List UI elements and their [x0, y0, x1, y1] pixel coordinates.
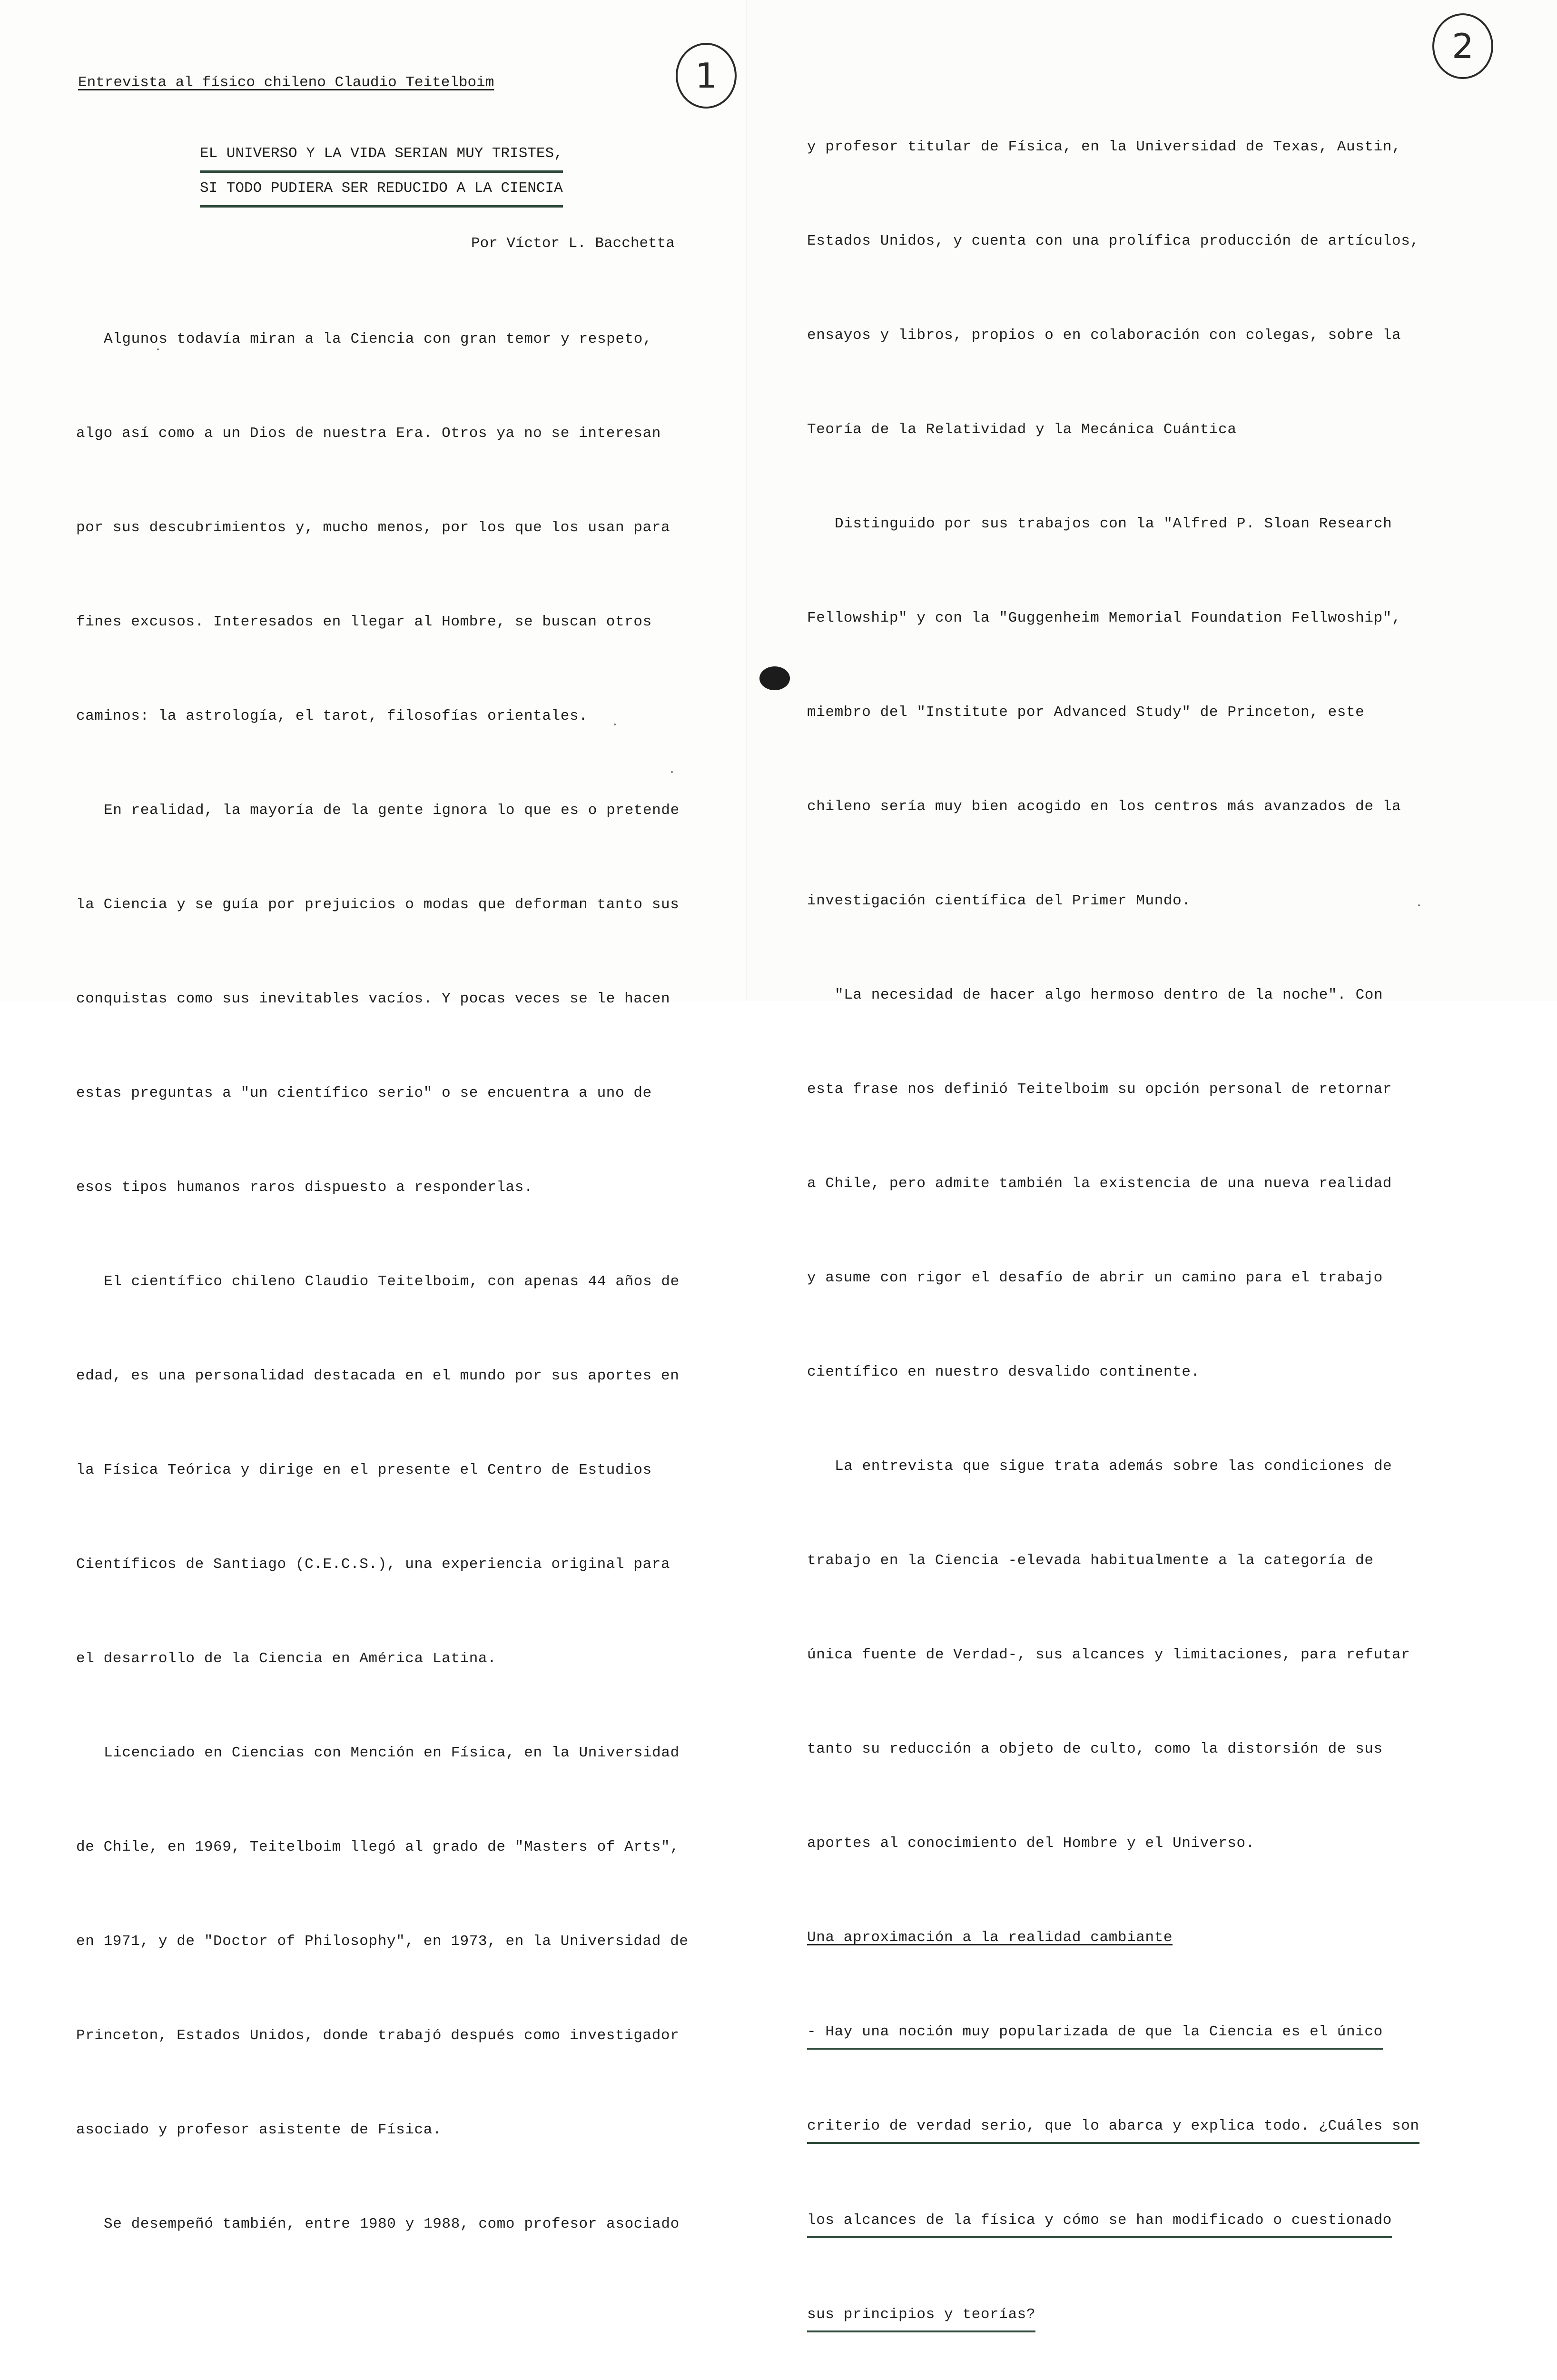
text-line: esos tipos humanos raros dispuesto a responderlas.	[76, 1179, 533, 1196]
question-line	[807, 2111, 1419, 2142]
ink-dot-marker	[759, 666, 790, 690]
text-line: científico en nuestro desvalido continente.	[807, 1364, 1200, 1380]
text-line: "La necesidad de hacer algo hermoso dentro de la noche". Con	[835, 987, 1383, 1003]
question-line	[807, 2205, 1419, 2236]
headline-line: SI TODO PUDIERA SER REDUCIDO A LA CIENCIA	[200, 173, 563, 208]
question-text: sus principios y teorías?	[807, 2299, 1035, 2332]
text-line: Estados Unidos, y cuenta con una prolífica producción de artículos,	[807, 233, 1419, 249]
paper-speck	[157, 348, 159, 350]
page-number: 1	[695, 56, 717, 96]
question-text: los alcances de la física y cómo se han modificado o cuestionado	[807, 2205, 1392, 2238]
text-line: y profesor titular de Física, en la Universidad de Texas, Austin,	[807, 139, 1401, 155]
question-text: - Hay una noción muy popularizada de que la Ciencia es el único	[807, 2016, 1383, 2050]
section-subhead: Una aproximación a la realidad cambiante	[807, 1929, 1173, 1946]
text-line: Licenciado en Ciencias con Mención en Física, en la Universidad	[104, 1745, 680, 1761]
text-line: la Ciencia y se guía por prejuicios o modas que deforman tanto sus	[76, 896, 680, 913]
text-line: y asume con rigor el desafío de abrir un camino para el trabajo	[807, 1269, 1383, 1286]
text-line: aportes al conocimiento del Hombre y el Universo.	[807, 1835, 1255, 1852]
question-text: criterio de verdad serio, que lo abarca y explica todo. ¿Cuáles son	[807, 2111, 1419, 2144]
paper-speck	[1418, 904, 1420, 906]
text-line: caminos: la astrología, el tarot, filosofías orientales.	[76, 708, 588, 724]
text-line: estas preguntas a "un científico serio" o se encuentra a uno de	[76, 1085, 652, 1101]
text-line: algo así como a un Dios de nuestra Era. Otros ya no se interesan	[76, 425, 661, 442]
page-left	[0, 0, 747, 2232]
paper-speck	[614, 724, 616, 725]
text-line: fines excusos. Interesados en llegar al Hombre, se buscan otros	[76, 614, 652, 630]
text-line: chileno sería muy bien acogido en los centros más avanzados de la	[807, 798, 1401, 815]
text-line: El científico chileno Claudio Teitelboim, con apenas 44 años de	[104, 1273, 680, 1290]
text-line: la Física Teórica y dirige en el presente el Centro de Estudios	[76, 1462, 652, 1478]
text-line: Científicos de Santiago (C.E.C.S.), una experiencia original para	[76, 1556, 670, 1573]
text-line: Fellowship" y con la "Guggenheim Memorial Foundation Fellwoship",	[807, 610, 1401, 626]
question-line	[807, 2299, 1419, 2330]
text-line: a Chile, pero admite también la existencia de una nueva realidad	[807, 1175, 1392, 1192]
text-line: por sus descubrimientos y, mucho menos, por los que los usan para	[76, 519, 670, 536]
text-line: de Chile, en 1969, Teitelboim llegó al grado de "Masters of Arts",	[76, 1839, 680, 1855]
text-line: miembro del "Institute por Advanced Study" de Princeton, este	[807, 704, 1365, 721]
text-line: edad, es una personalidad destacada en el mundo por sus aportes en	[76, 1368, 680, 1384]
page-number: 2	[1452, 26, 1474, 66]
text-line: única fuente de Verdad-, sus alcances y limitaciones, para refutar	[807, 1646, 1410, 1663]
text-line: en 1971, y de "Doctor of Philosophy", en 1973, en la Universidad de	[76, 1933, 689, 1950]
text-line: Teoría de la Relatividad y la Mecánica Cuántica	[807, 421, 1237, 438]
text-line: tanto su reducción a objeto de culto, como la distorsión de sus	[807, 1741, 1383, 1757]
text-line: conquistas como sus inevitables vacíos. Y pocas veces se le hacen	[76, 991, 670, 1007]
question-line	[807, 2016, 1419, 2048]
text-line: En realidad, la mayoría de la gente ignora lo que es o pretende	[104, 802, 680, 819]
section-subhead-line	[807, 1922, 1419, 1954]
body-text-right	[807, 69, 1419, 2380]
text-line: La entrevista que sigue trata además sobre las condiciones de	[835, 1458, 1392, 1475]
page-right	[747, 0, 1557, 2323]
byline: Por Víctor L. Bacchetta	[471, 235, 675, 252]
text-line: Se desempeñó también, entre 1980 y 1988, como profesor asociado	[104, 2216, 680, 2232]
page-number-circle	[1432, 13, 1493, 79]
headline-line: EL UNIVERSO Y LA VIDA SERIAN MUY TRISTES,	[200, 138, 563, 173]
text-line: investigación científica del Primer Mundo.	[807, 892, 1191, 909]
paper-speck	[671, 771, 673, 773]
text-line: Algunos todavía miran a la Ciencia con gran temor y respeto,	[104, 331, 652, 347]
text-line: ensayos y libros, propios o en colaboración con colegas, sobre la	[807, 327, 1401, 344]
text-line: Princeton, Estados Unidos, donde trabajó después como investigador	[76, 2027, 680, 2044]
text-line: trabajo en la Ciencia -elevada habitualmente a la categoría de	[807, 1552, 1374, 1569]
body-text-left	[76, 261, 689, 2303]
text-line: Distinguido por sus trabajos con la "Alfred P. Sloan Research	[835, 516, 1392, 532]
text-line: esta frase nos definió Teitelboim su opción personal de retornar	[807, 1081, 1392, 1098]
text-line: el desarrollo de la Ciencia en América Latina.	[76, 1650, 497, 1667]
article-kicker: Entrevista al físico chileno Claudio Teitelboim	[78, 74, 494, 91]
page-number-circle	[676, 43, 737, 109]
headline	[200, 138, 563, 208]
text-line: asociado y profesor asistente de Física.	[76, 2122, 442, 2138]
